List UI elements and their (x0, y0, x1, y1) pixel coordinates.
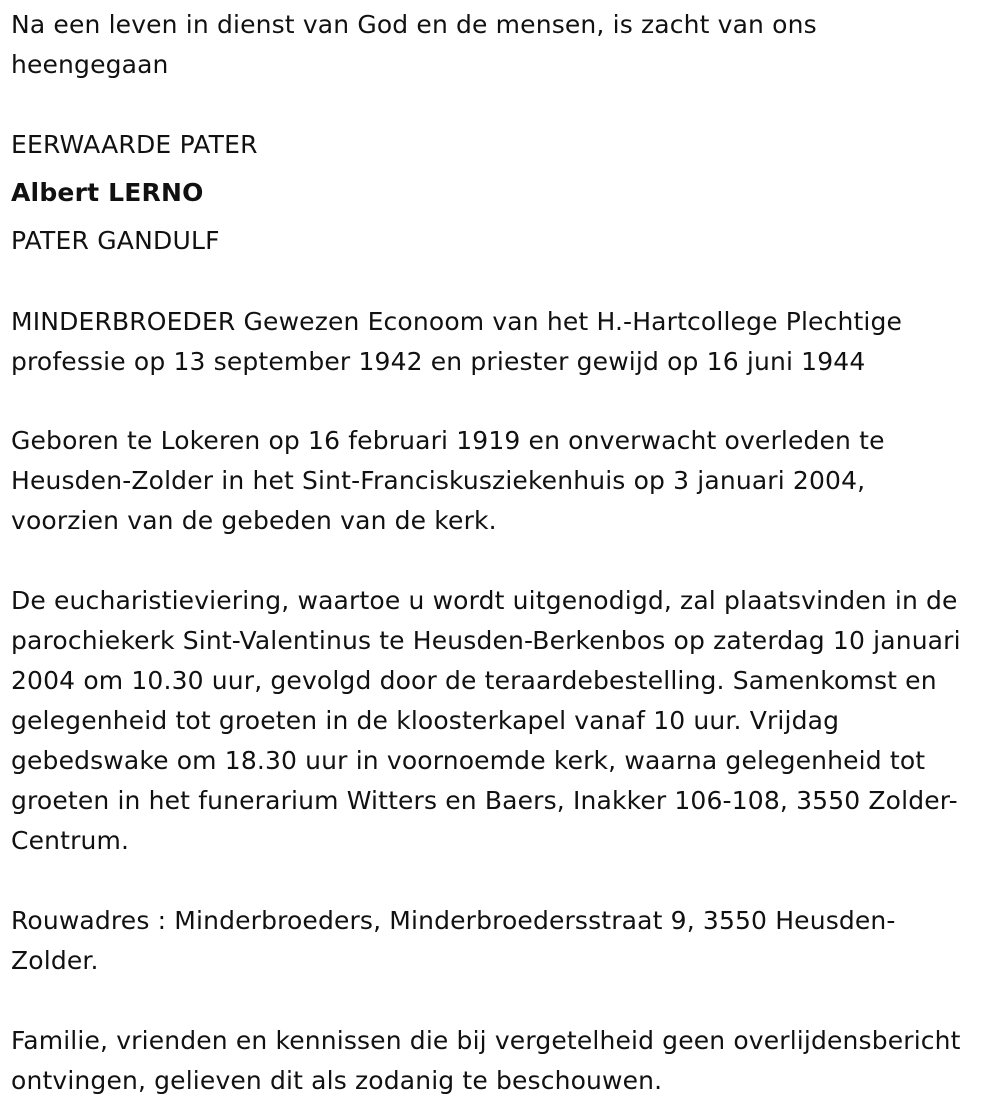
religious-name: PATER GANDULF (11, 226, 220, 255)
order-and-career-paragraph: MINDERBROEDER Gewezen Econoom van het H.-Hartcollege Plechtige professie op 13 september 1942 en priester gewijd op 16 juni 1944 (11, 307, 903, 376)
deceased-name: Albert LERNO (11, 178, 204, 207)
closing-paragraph: Familie, vrienden en kennissen die bij vergetelheid geen overlijdensbericht ontvingen, gelieven dit als zodanig te beschouwen. (11, 1026, 961, 1095)
funeral-info-paragraph: De eucharistieviering, waartoe u wordt uitgenodigd, zal plaatsvinden in de parochiekerk Sint-Valentinus te Heusden-Berkenbos op zaterdag 10 januari 2004 om 10.30 uur, gevolgd door de teraardebestelling. Samenkomst en gelegenheid tot groeten in de kloosterkapel vanaf 10 uur. Vrijdag gebedswake om 18.30 uur in voornoemde kerk, waarna gelegenheid tot groeten in het funerarium Witters en Baers, Inakker 106-108, 3550 Zolder-Centrum. (11, 586, 961, 855)
mourning-address-paragraph: Rouwadres : Minderbroeders, Minderbroedersstraat 9, 3550 Heusden-Zolder. (11, 906, 896, 975)
intro-paragraph: Na een leven in dienst van God en de mensen, is zacht van ons heengegaan (11, 10, 817, 79)
birth-death-paragraph: Geboren te Lokeren op 16 februari 1919 en onverwacht overleden te Heusden-Zolder in het Sint-Franciskusziekenhuis op 3 januari 2004, voorzien van de gebeden van de kerk. (11, 426, 885, 535)
honorific-title: EERWAARDE PATER (11, 130, 258, 159)
